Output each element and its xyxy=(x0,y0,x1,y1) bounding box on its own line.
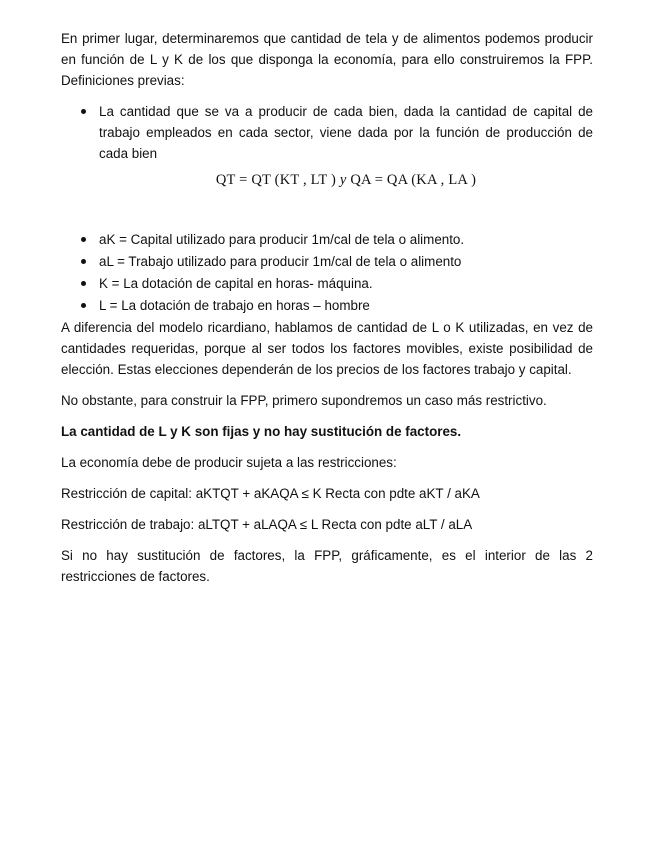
no-obstante-paragraph: No obstante, para construir la FPP, primero supondremos un caso más restrictivo. xyxy=(61,393,547,408)
production-function-bullet: La cantidad que se va a producir de cada bien, dada la cantidad de capital de trabajo empleados en cada sector, viene dada por la función de producción de cada bien xyxy=(61,101,593,164)
fixed-factors-paragraph: La cantidad de L y K son fijas y no hay sustitución de factores. xyxy=(61,424,462,439)
capital-restriction-paragraph: Restricción de capital: aKTQT + aKAQA ≤ K Recta con pdte aKT / aKA xyxy=(61,486,480,501)
document-page xyxy=(61,28,593,597)
restrictions-intro-paragraph: La economía debe de producir sujeta a las restricciones: xyxy=(61,455,397,470)
formula-connector: y xyxy=(339,172,347,188)
definition-item: K = La dotación de capital en horas- máquina. xyxy=(61,273,593,294)
intro-paragraph: En primer lugar, determinaremos que cantidad de tela y de alimentos podemos producir en función de L y K de los que disponga la economía, para ello construiremos la FPP. Definiciones previas: xyxy=(61,31,593,88)
production-bullet-list xyxy=(61,101,593,164)
labor-restriction-paragraph: Restricción de trabajo: aLTQT + aLAQA ≤ L Recta con pdte aLT / aLA xyxy=(61,517,473,532)
formula-qa: QA = QA (KA , LA ) xyxy=(350,172,477,188)
definition-item: L = La dotación de trabajo en horas – hombre xyxy=(61,295,593,316)
definition-item: aL = Trabajo utilizado para producir 1m/cal de tela o alimento xyxy=(61,251,593,272)
conclusion-paragraph: Si no hay sustitución de factores, la FPP, gráficamente, es el interior de las 2 restricciones de factores. xyxy=(61,548,593,584)
ricardian-paragraph: A diferencia del modelo ricardiano, hablamos de cantidad de L o K utilizadas, en vez de cantidades requeridas, porque al ser todos los factores movibles, existe posibilidad de elección. Estas elecciones dependerán de los precios de los factores trabajo y capital. xyxy=(61,320,593,377)
definition-item: aK = Capital utilizado para producir 1m/cal de tela o alimento. xyxy=(61,229,593,250)
formula-qt: QT = QT (KT , LT ) xyxy=(215,172,337,188)
production-formula xyxy=(61,170,593,191)
definitions-list xyxy=(61,229,593,316)
